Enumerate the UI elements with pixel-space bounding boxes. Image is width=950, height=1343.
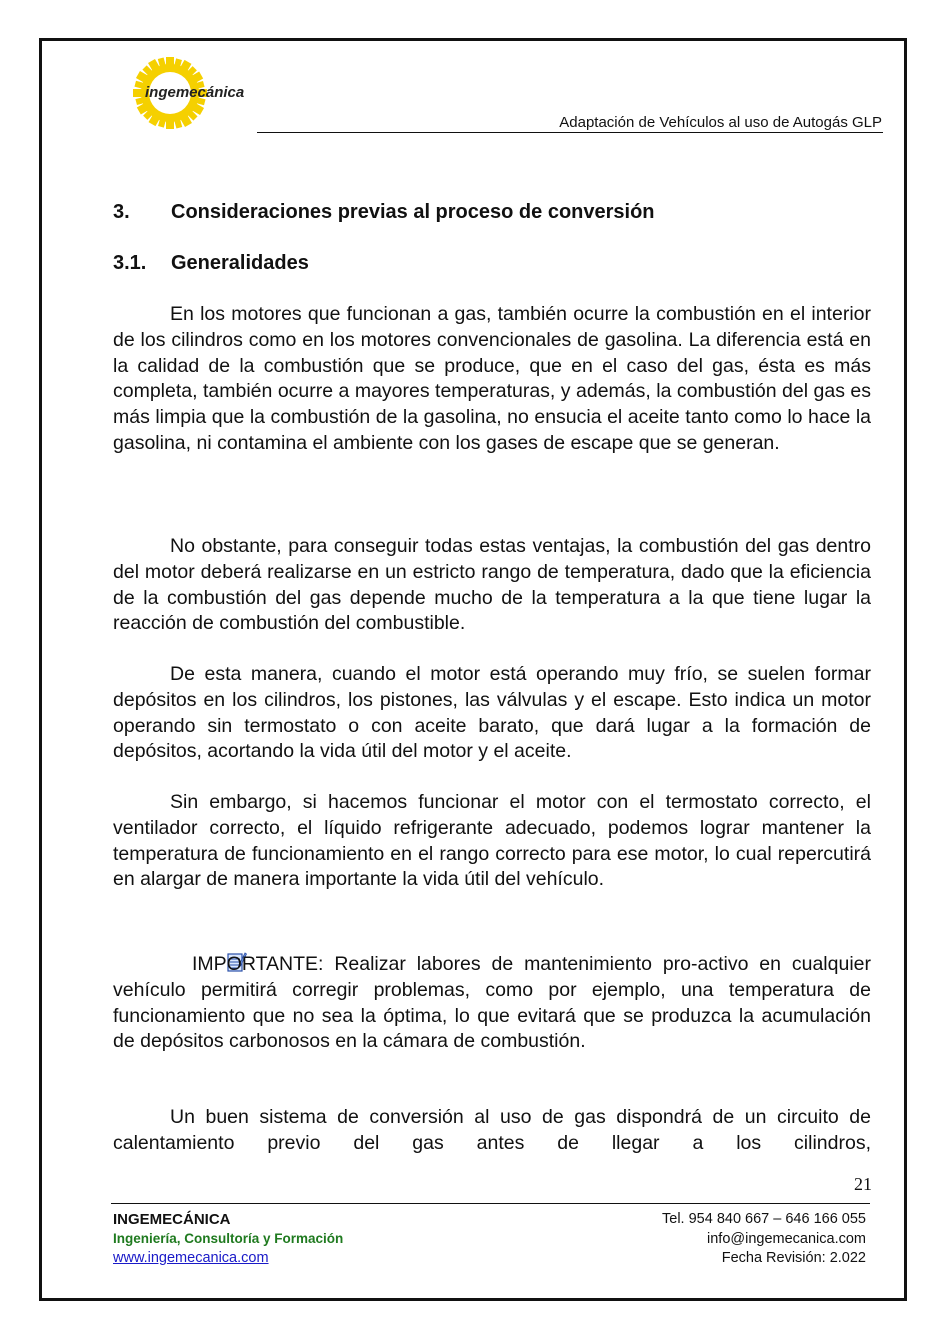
- paragraph: De esta manera, cuando el motor está operando muy frío, se suelen formar depósitos en los cilindros, los pistones, las válvulas y el escape. Esto indica un motor operando sin termostato o con aceite barato, que dará lugar a la formación de depósitos, acortando la vida útil del motor y el aceite.: [113, 663, 871, 763]
- note-icon: [170, 951, 190, 973]
- paragraph-block: [113, 662, 871, 765]
- subsection-heading: [113, 252, 309, 275]
- subsection-title: Generalidades: [171, 252, 309, 274]
- section-title: Consideraciones previas al proceso de conversión: [171, 201, 655, 223]
- footer-contact-block: [662, 1210, 866, 1269]
- section-number: 3.: [113, 201, 130, 223]
- footer-company: INGEMECÁNICA: [113, 1211, 231, 1228]
- paragraph: En los motores que funcionan a gas, también ocurre la combustión en el interior de los cilindros como en los motores convencionales de gasolina. La diferencia está en la calidad de la combustión que se produce, que en el caso del gas, ésta es más completa, también ocurre a mayores temperaturas, y además, la combustión del gas es más limpia que la combustión de la gasolina, no ensucia el aceite tanto como lo hace la gasolina, ni contamina el ambiente con los gases de escape que se generan.: [113, 303, 871, 454]
- paragraph: Un buen sistema de conversión al uso de gas dispondrá de un circuito de calentamiento previo del gas antes de llegar a los cilindros,: [113, 1106, 871, 1154]
- footer-website-link[interactable]: www.ingemecanica.com: [113, 1250, 269, 1266]
- document-title: Adaptación de Vehículos al uso de Autogás GLP: [559, 114, 882, 131]
- note-text: IMPORTANTE: Realizar labores de mantenimiento pro-activo en cualquier vehículo permitirá corregir problemas, como por ejemplo, una temperatura de funcionamiento que no sea la óptima, lo que evitará que se produzca la acumulación de depósitos carbonosos en la cámara de combustión.: [113, 953, 871, 1053]
- logo-text: ingemecánica: [145, 84, 245, 101]
- company-logo: [130, 56, 260, 130]
- footer-divider: [111, 1203, 870, 1204]
- footer-tagline: Ingeniería, Consultoría y Formación: [113, 1231, 344, 1246]
- header-divider: [257, 132, 883, 133]
- note-paragraph: [113, 951, 871, 1055]
- footer-phone: Tel. 954 840 667 – 646 166 055: [662, 1211, 866, 1227]
- paragraph-block: [113, 302, 871, 457]
- section-heading: [113, 201, 655, 224]
- paragraph-block: [113, 790, 871, 893]
- paragraph-block: [113, 1105, 871, 1157]
- footer-company-block: [113, 1210, 343, 1268]
- important-note: [113, 951, 871, 1055]
- paragraph-block: [113, 534, 871, 637]
- subsection-number: 3.1.: [113, 252, 147, 274]
- page-number: 21: [854, 1174, 872, 1194]
- paragraph: No obstante, para conseguir todas estas ventajas, la combustión del gas dentro del motor deberá realizarse en un estricto rango de temperatura, dado que la eficiencia de la combustión del gas depende mucho de la temperatura a la que tiene lugar la reacción de combustión del combustible.: [113, 535, 871, 635]
- footer-revision: Fecha Revisión: 2.022: [721, 1250, 866, 1266]
- footer-email: info@ingemecanica.com: [707, 1230, 866, 1247]
- paragraph: Sin embargo, si hacemos funcionar el motor con el termostato correcto, el ventilador correcto, el líquido refrigerante adecuado, podemos lograr mantener la temperatura de funcionamiento en el rango correcto para ese motor, lo cual repercutirá en alargar de manera importante la vida útil del vehículo.: [113, 791, 871, 891]
